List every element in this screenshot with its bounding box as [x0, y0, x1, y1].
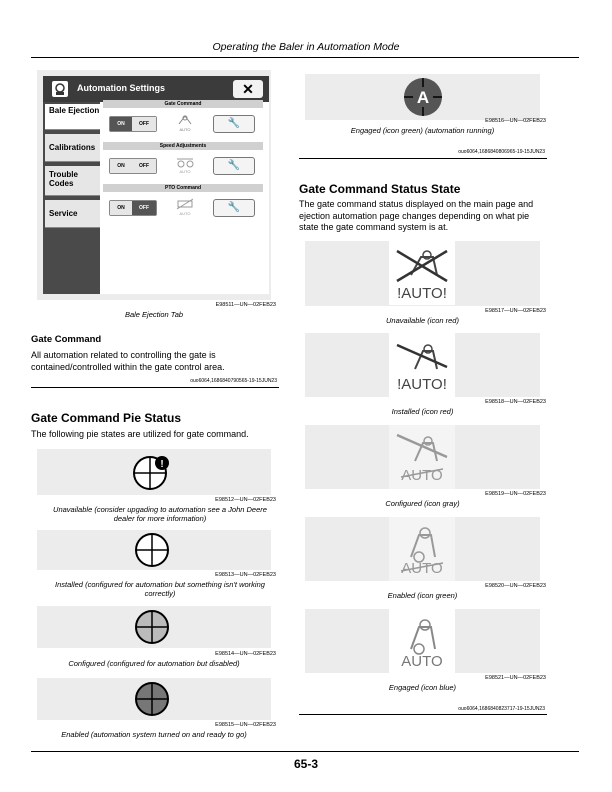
pie-unavailable-icon: [132, 453, 172, 491]
gate-command-toggle[interactable]: [109, 116, 157, 132]
pie-configured-icon: [134, 609, 170, 645]
status-figure-unavailable: [305, 241, 540, 306]
automation-settings-icon: [51, 80, 69, 98]
gate-auto-icon: [173, 114, 197, 132]
status-state-heading: Gate Command Status State: [299, 182, 461, 196]
figure-caption: Enabled (icon green): [387, 591, 458, 600]
pto-auto-label: AUTO: [179, 211, 191, 216]
toggle-off: OFF: [132, 159, 156, 173]
speed-auto-icon: [173, 156, 197, 174]
baler-crossed-icon: [393, 245, 451, 285]
speed-adjust-wrench-button[interactable]: 🔧: [213, 157, 255, 175]
status-figure-enabled: [305, 517, 540, 581]
status-figure-engaged: [305, 609, 540, 673]
figure-caption: Configured (configured for automation but disabled): [68, 659, 240, 668]
tab-service[interactable]: Service: [45, 200, 101, 228]
section-header-speed-adjustments: Speed Adjustments: [103, 142, 263, 150]
status-label: AUTO: [401, 467, 443, 484]
toggle-on: ON: [110, 117, 132, 131]
figure-id: E98519—UN—02FEB23: [485, 491, 546, 497]
pto-command-toggle[interactable]: [109, 200, 157, 216]
figure-id: E98516—UN—02FEB23: [485, 118, 546, 124]
baler-slashed-icon: [393, 337, 451, 375]
pie-status-body: The following pie states are utilized for gate command.: [31, 429, 249, 439]
figure-id: E98518—UN—02FEB23: [485, 399, 546, 405]
section-rule: [299, 158, 547, 159]
status-label: AUTO: [401, 653, 443, 670]
figure-id: E98515—UN—02FEB23: [215, 722, 276, 728]
pie-figure-unavailable: [37, 449, 271, 495]
section-header-pto-command: PTO Command: [103, 184, 263, 192]
baler-engaged-icon: [393, 613, 451, 655]
engaged-a-icon: [402, 77, 444, 117]
pie-figure-installed: [37, 530, 271, 570]
gate-command-heading: Gate Command: [31, 334, 102, 345]
pie-installed-icon: [134, 532, 170, 568]
svg-text:!: !: [160, 459, 164, 470]
status-state-ref: ouo6064,1686840823717-19-15JUN23: [458, 706, 545, 712]
tab-calibrations[interactable]: Calibrations: [45, 134, 101, 162]
gate-auto-label: AUTO: [179, 127, 191, 132]
status-label: AUTO: [401, 560, 443, 577]
figure-id: E98514—UN—02FEB23: [215, 651, 276, 657]
pie-status-heading: Gate Command Pie Status: [31, 411, 182, 425]
figure-caption: Unavailable (consider upgading to automation see a John Deere dealer for more information): [53, 505, 267, 523]
screen-sidebar: [43, 102, 100, 294]
toggle-off: OFF: [132, 117, 156, 131]
figure-caption: Configured (icon gray): [385, 499, 460, 508]
pie-enabled-icon: [134, 681, 170, 717]
page-number: 65-3: [293, 757, 319, 771]
figure-id: E98521—UN—02FEB23: [485, 675, 546, 681]
figure-caption: Enabled (automation system turned on and ready to go): [61, 730, 247, 739]
figure-id: E98511—UN—02FEB23: [215, 302, 276, 308]
speed-auto-label: AUTO: [179, 169, 191, 174]
gate-command-body: All automation related to controlling the gate is contained/controlled within the gate control area.: [31, 350, 225, 372]
figure-caption: Engaged (icon green) (automation running): [350, 126, 495, 135]
toggle-on: ON: [110, 159, 132, 173]
tab-trouble-codes[interactable]: Trouble Codes: [45, 166, 101, 196]
toggle-off: OFF: [132, 201, 156, 215]
screen-title-bar: [43, 76, 269, 102]
screen-title: Automation Settings: [77, 83, 165, 93]
engaged-ref: ouo6064,1686840806965-19-15JUN23: [458, 149, 545, 155]
status-label: !AUTO!: [397, 376, 447, 393]
engaged-figure: [305, 74, 540, 120]
figure-caption: Installed (configured for automation but something isn't working correctly): [55, 580, 265, 598]
section-rule: [299, 714, 547, 715]
header-rule: [31, 57, 579, 58]
figure-caption: Bale Ejection Tab: [124, 310, 184, 319]
figure-caption: Unavailable (icon red): [386, 316, 459, 325]
speed-adjust-toggle[interactable]: [109, 158, 157, 174]
pie-figure-enabled: [37, 678, 271, 720]
figure-id: E98520—UN—02FEB23: [485, 583, 546, 589]
footer-rule: [31, 751, 579, 752]
figure-caption: Installed (icon red): [391, 407, 454, 416]
gate-command-ref: ouo6064,1686840790565-19-15JUN23: [190, 378, 277, 384]
automation-settings-screen: [43, 76, 269, 294]
status-state-body: The gate command status displayed on the main page and ejection automation page changes depending on what pie state the gate command system is at.: [299, 199, 534, 232]
section-header-gate-command: Gate Command: [103, 100, 263, 108]
pto-command-wrench-button[interactable]: 🔧: [213, 199, 255, 217]
running-header: Operating the Baler in Automation Mode: [212, 41, 400, 53]
tab-bale-ejection[interactable]: Bale Ejection: [45, 104, 103, 130]
figure-caption: Engaged (icon blue): [388, 683, 457, 692]
pie-figure-configured: [37, 606, 271, 648]
section-rule: [31, 387, 279, 388]
toggle-on: ON: [110, 201, 132, 215]
figure-id: E98517—UN—02FEB23: [485, 308, 546, 314]
status-figure-configured: [305, 425, 540, 489]
figure-id: E98513—UN—02FEB23: [215, 572, 276, 578]
close-button[interactable]: ✕: [233, 80, 263, 98]
pto-auto-icon: [173, 198, 197, 216]
gate-command-wrench-button[interactable]: 🔧: [213, 115, 255, 133]
status-figure-installed: [305, 333, 540, 397]
status-label: !AUTO!: [397, 285, 447, 302]
figure-id: E98512—UN—02FEB23: [215, 497, 276, 503]
engaged-letter: A: [416, 88, 430, 107]
